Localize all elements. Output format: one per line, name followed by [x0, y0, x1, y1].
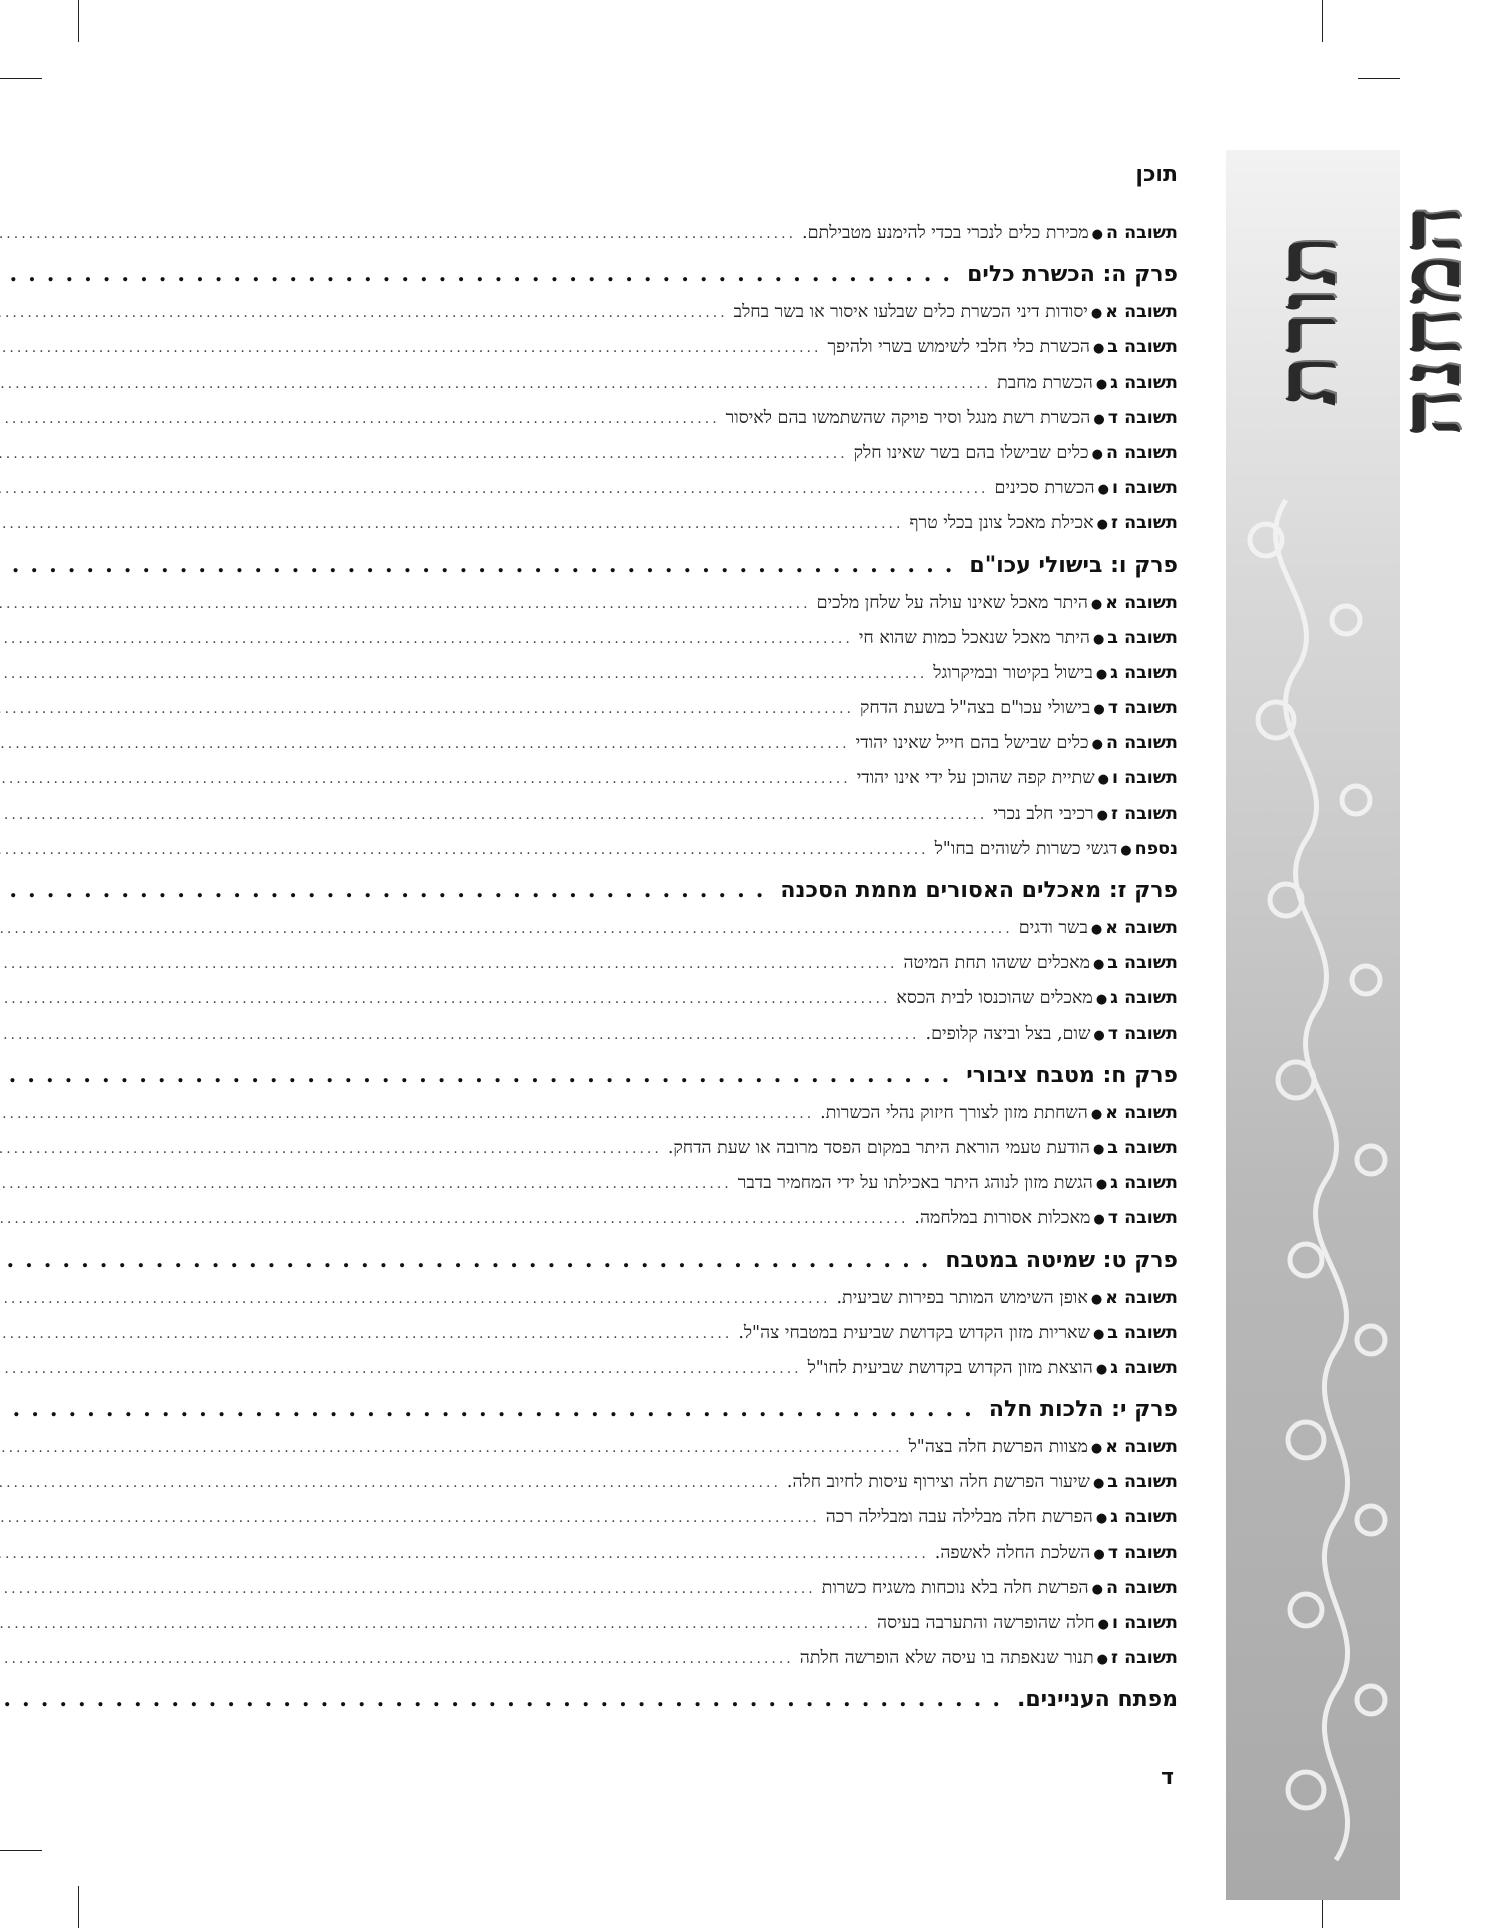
toc-item-row[interactable]	[194, 1322, 1178, 1357]
bullet-icon: ●	[1097, 482, 1109, 498]
toc-item-title: בשר ודגים	[1018, 918, 1088, 938]
toc-item-title: רכיבי חלב נכרי	[993, 803, 1094, 824]
bullet-icon: ●	[1095, 666, 1108, 682]
bullet-icon: ●	[1090, 1441, 1103, 1457]
toc-chapter-title: מפתח העניינים.	[1016, 1687, 1178, 1713]
bullet-icon: ●	[1092, 957, 1105, 973]
page-title: תוכן	[1135, 162, 1178, 187]
toc-item-title: היתר מאכל שנאכל כמות שהוא חי	[858, 627, 1090, 648]
crop-mark	[78, 0, 79, 42]
toc-item-label: תשובה ג	[1110, 372, 1178, 393]
toc-item-row[interactable]	[194, 697, 1178, 732]
toc-item-title: מאכלות אסורות במלחמה.	[914, 1208, 1091, 1229]
toc-item-title: בישול בקיטור ובמיקרוגל	[933, 662, 1093, 683]
bullet-icon: ●	[1097, 1617, 1109, 1632]
toc-item-title: שתיית קפה שהוכן על ידי אינו יהודי	[856, 768, 1095, 789]
toc-item-title: הכשרת סכינים	[994, 478, 1095, 499]
bullet-icon: ●	[1092, 1476, 1105, 1492]
toc-item-row[interactable]	[194, 627, 1178, 662]
toc-item-row[interactable]	[194, 1172, 1178, 1207]
toc-item-title: מאכלים שהוכנסו לבית הכסא	[896, 988, 1093, 1009]
toc-item-title: הפרשת חלה מבלילה עבה ומבלילה רכה	[825, 1507, 1093, 1528]
toc-item-label: תשובה א	[1105, 1437, 1178, 1458]
bullet-icon: ●	[1095, 992, 1108, 1008]
toc-item-label: תשובה א	[1105, 1102, 1178, 1123]
toc-item-row[interactable]	[194, 477, 1178, 512]
dot-leader	[0, 596, 811, 612]
dot-leader	[0, 1211, 908, 1227]
bullet-icon: ●	[1096, 1652, 1108, 1668]
toc-item-title: כלים שבישל בהם חייל שאינו יהודי	[855, 733, 1089, 754]
bullet-icon: ●	[1092, 1326, 1105, 1342]
toc-item-title: הגשת מזון לנוהג היתר באכילתו על ידי המחמיר בדבר	[737, 1173, 1093, 1194]
bullet-icon: ●	[1091, 227, 1103, 242]
toc-item-row[interactable]	[194, 442, 1178, 477]
dot-leader	[0, 1686, 1011, 1712]
toc-item-row[interactable]	[194, 917, 1178, 952]
toc-item-label: תשובה ג	[1110, 1507, 1178, 1528]
dot-leader	[0, 1027, 920, 1043]
toc-item-label: תשובה ז	[1110, 803, 1178, 824]
toc-item-title: הפרשת חלה בלא נוכחות משגיח כשרות	[821, 1577, 1089, 1598]
dot-leader	[0, 1546, 929, 1562]
toc-item-title: כלים שבישלו בהם בשר שאינו חלק	[853, 442, 1089, 463]
toc-item-label: תשובה ה	[1105, 1577, 1178, 1598]
toc-item-row[interactable]	[194, 407, 1178, 442]
toc-item-row[interactable]	[194, 732, 1178, 767]
dot-leader	[0, 1176, 732, 1192]
toc-item-row[interactable]	[194, 952, 1178, 987]
toc-item-title: שאריות מזון הקדוש בקדושת שביעית במטבחי צה"ל.	[738, 1322, 1090, 1343]
toc-item-title: הוצאת מזון הקדוש בקדושת שביעית לחו"ל	[807, 1357, 1093, 1378]
dot-leader	[0, 1247, 939, 1273]
toc-item-row[interactable]	[194, 838, 1178, 873]
crop-mark	[0, 78, 42, 79]
toc-chapter-title: פרק י: הלכות חלה	[988, 1397, 1178, 1423]
dot-leader	[0, 1291, 830, 1307]
toc-item-row[interactable]	[194, 1436, 1178, 1471]
toc-item-row[interactable]	[194, 1287, 1178, 1322]
dot-leader	[0, 631, 853, 647]
table-of-contents	[194, 222, 1178, 1726]
bullet-icon: ●	[1090, 1106, 1103, 1122]
bullet-icon: ●	[1093, 411, 1105, 427]
dot-leader	[0, 1062, 960, 1088]
dot-leader	[0, 877, 774, 903]
toc-chapter-row[interactable]	[194, 1062, 1178, 1102]
dot-leader	[0, 1510, 820, 1526]
toc-item-title: מכירת כלים לנכרי בכדי להימנע מטבילתם.	[802, 223, 1089, 243]
toc-item-title: היתר מאכל שאינו עולה על שלחן מלכים	[816, 592, 1088, 613]
toc-item-label: תשובה ו	[1111, 478, 1178, 499]
toc-chapter-row[interactable]	[194, 1396, 1178, 1436]
bullet-icon: ●	[1091, 737, 1103, 753]
bullet-icon: ●	[1093, 1546, 1105, 1562]
toc-item-row[interactable]	[194, 1102, 1178, 1137]
toc-item-label: תשובה ו	[1111, 768, 1178, 789]
toc-item-row[interactable]	[194, 336, 1178, 371]
ornament-vine-decoration	[1226, 500, 1400, 1900]
bullet-icon: ●	[1093, 702, 1105, 718]
bullet-icon: ●	[1092, 341, 1105, 357]
toc-chapter-title: פרק ו: בישולי עכו"ם	[969, 552, 1178, 578]
toc-item-label: תשובה ו	[1111, 1613, 1178, 1633]
page-number: ד	[1161, 1765, 1174, 1790]
toc-item-row[interactable]	[194, 592, 1178, 627]
toc-chapter-row[interactable]	[194, 261, 1178, 301]
dot-leader	[0, 736, 850, 752]
bullet-icon: ●	[1096, 517, 1108, 533]
toc-item-row[interactable]	[194, 1542, 1178, 1577]
toc-item-title: חלה שהופרשה והתערבה בעיסה	[877, 1613, 1095, 1633]
toc-item-label: תשובה ד	[1107, 698, 1178, 719]
bullet-icon: ●	[1093, 1027, 1105, 1043]
toc-item-title: אופן השימוש המותר בפירות שביעית.	[836, 1287, 1088, 1308]
dot-leader	[0, 807, 987, 823]
toc-item-row[interactable]	[194, 1471, 1178, 1506]
dot-leader	[0, 516, 903, 532]
bullet-icon: ●	[1090, 922, 1103, 937]
dot-leader	[0, 1475, 781, 1491]
toc-item-title: השחתת מזון לצורך חיזוק נהלי הכשרות.	[820, 1102, 1088, 1123]
toc-item-title: יסודות דיני הכשרת כלים שבלעו איסור או בשר בחלב	[733, 302, 1088, 323]
dot-leader	[0, 666, 927, 682]
toc-item-title: מאכלים ששהו תחת המיטה	[903, 953, 1090, 974]
toc-item-title: שום, בצל וביצה קלופים.	[925, 1023, 1091, 1044]
toc-item-row[interactable]	[194, 301, 1178, 336]
toc-item-row[interactable]	[194, 372, 1178, 407]
toc-item-label: תשובה א	[1105, 918, 1178, 938]
dot-leader	[0, 701, 854, 717]
toc-item-label: תשובה ה	[1105, 733, 1178, 754]
dot-leader	[0, 1396, 983, 1422]
toc-item-label: תשובה ב	[1107, 1472, 1178, 1493]
toc-item-row[interactable]	[194, 1647, 1178, 1682]
dot-leader	[0, 1616, 871, 1632]
toc-chapter-row[interactable]	[194, 1247, 1178, 1287]
toc-chapter-row[interactable]	[194, 877, 1178, 917]
toc-chapter-title: פרק ז: מאכלים האסורים מחמת הסכנה	[780, 878, 1178, 903]
bullet-icon: ●	[1091, 1581, 1103, 1597]
toc-item-label: תשובה ד	[1107, 1208, 1178, 1229]
dot-leader	[0, 411, 720, 427]
toc-item-row[interactable]	[194, 1612, 1178, 1647]
toc-item-row[interactable]	[194, 1137, 1178, 1172]
bullet-icon: ●	[1095, 1177, 1108, 1193]
dot-leader	[0, 226, 796, 242]
toc-item-label: תשובה א	[1105, 592, 1178, 613]
bullet-icon: ●	[1092, 631, 1105, 647]
dot-leader	[0, 1326, 732, 1342]
dot-leader	[0, 842, 929, 858]
toc-item-label: תשובה ב	[1107, 627, 1178, 648]
dot-leader	[0, 1440, 903, 1456]
toc-item-title: שיעור הפרשת חלה וצירוף עיסות לחיוב חלה.	[786, 1472, 1090, 1493]
dot-leader	[0, 1581, 816, 1597]
bullet-icon: ●	[1093, 1212, 1105, 1228]
toc-item-title: השלכת החלה לאשפה.	[934, 1542, 1091, 1563]
dot-leader	[0, 481, 988, 497]
toc-item-row[interactable]	[194, 222, 1178, 257]
toc-chapter-title: פרק ט: שמיטה במטבח	[945, 1247, 1178, 1273]
toc-item-label: תשובה ה	[1105, 442, 1178, 463]
dot-leader	[0, 921, 1013, 937]
dot-leader	[0, 552, 963, 578]
toc-item-label: תשובה ג	[1110, 662, 1178, 683]
toc-item-row[interactable]	[194, 1207, 1178, 1242]
toc-item-row[interactable]	[194, 803, 1178, 838]
dot-leader	[0, 956, 897, 972]
crop-mark	[1322, 0, 1323, 42]
crop-mark	[1358, 78, 1400, 79]
toc-item-row[interactable]	[194, 512, 1178, 547]
toc-item-label: תשובה ג	[1110, 988, 1178, 1009]
dot-leader	[0, 376, 991, 392]
toc-item-title: אכילת מאכל צונן בכלי טרף	[909, 513, 1094, 534]
dot-leader	[0, 991, 890, 1007]
toc-item-label: תשובה א	[1105, 302, 1178, 323]
crop-mark	[0, 1850, 42, 1851]
toc-item-row[interactable]	[194, 1023, 1178, 1058]
toc-item-label: תשובה ב	[1107, 953, 1178, 974]
toc-chapter-title: פרק ח: מטבח ציבורי	[966, 1062, 1178, 1088]
toc-item-title: דגשי כשרות לשוהים בחו"ל	[934, 838, 1118, 859]
toc-item-row[interactable]	[194, 767, 1178, 802]
bullet-icon: ●	[1090, 306, 1103, 322]
toc-item-label: תשובה ז	[1110, 1648, 1178, 1669]
toc-item-label: תשובה ז	[1110, 513, 1178, 534]
toc-item-row[interactable]	[194, 1506, 1178, 1541]
dot-leader	[0, 261, 961, 287]
toc-item-row[interactable]	[194, 987, 1178, 1022]
toc-item-label: נספח	[1134, 838, 1178, 859]
toc-item-row[interactable]	[194, 1357, 1178, 1392]
toc-item-label: תשובה ג	[1110, 1357, 1178, 1378]
bullet-icon: ●	[1096, 807, 1108, 823]
dot-leader	[0, 340, 821, 356]
dot-leader	[0, 1361, 802, 1377]
toc-item-label: תשובה ב	[1107, 1137, 1178, 1158]
bullet-icon: ●	[1120, 842, 1132, 858]
bullet-icon: ●	[1090, 596, 1103, 612]
dot-leader	[0, 446, 848, 462]
toc-item-label: תשובה ד	[1107, 1542, 1178, 1563]
toc-item-label: תשובה ב	[1107, 337, 1178, 358]
toc-item-title: הכשרת מחבת	[997, 372, 1093, 393]
toc-item-label: תשובה א	[1105, 1287, 1178, 1308]
toc-item-label: תשובה ב	[1107, 1322, 1178, 1343]
toc-item-label: תשובה ד	[1107, 1023, 1178, 1044]
toc-item-label: תשובה ד	[1107, 407, 1178, 428]
dot-leader	[0, 1106, 814, 1122]
bullet-icon: ●	[1092, 1141, 1105, 1157]
dot-leader	[0, 1651, 794, 1667]
toc-item-title: תנור שנאפתה בו עיסה שלא הופרשה חלתה	[799, 1648, 1094, 1669]
toc-item-title: מצוות הפרשת חלה בצה"ל	[908, 1437, 1088, 1458]
dot-leader	[0, 305, 728, 321]
bullet-icon: ●	[1095, 376, 1108, 392]
bullet-icon: ●	[1097, 772, 1109, 788]
toc-chapter-row[interactable]	[194, 1686, 1178, 1726]
dot-leader	[0, 771, 851, 787]
dot-leader	[0, 1141, 662, 1157]
toc-item-label: תשובה ה	[1105, 223, 1178, 243]
toc-item-row[interactable]	[194, 1577, 1178, 1612]
bullet-icon: ●	[1095, 1361, 1108, 1377]
toc-item-title: הודעת טעמי הוראת היתר במקום הפסד מרובה או שעת הדחק.	[667, 1137, 1090, 1158]
toc-chapter-title: פרק ה: הכשרת כלים	[967, 262, 1178, 288]
toc-item-title: הכשרת רשת מנגל וסיר פויקה שהשתמשו בהם לאיסור	[725, 407, 1091, 428]
toc-item-title: הכשרת כלי חלבי לשימוש בשרי ולהיפך	[827, 337, 1090, 358]
toc-item-label: תשובה ג	[1110, 1173, 1178, 1194]
bullet-icon: ●	[1091, 446, 1103, 462]
bullet-icon: ●	[1090, 1291, 1103, 1307]
side-book-title: תורת המחנה	[1256, 203, 1479, 437]
toc-item-row[interactable]	[194, 662, 1178, 697]
crop-mark	[78, 1886, 79, 1928]
toc-chapter-row[interactable]	[194, 552, 1178, 592]
bullet-icon: ●	[1095, 1511, 1108, 1527]
toc-item-title: בישולי עכו"ם בצה"ל בשעת הדחק	[860, 698, 1091, 719]
